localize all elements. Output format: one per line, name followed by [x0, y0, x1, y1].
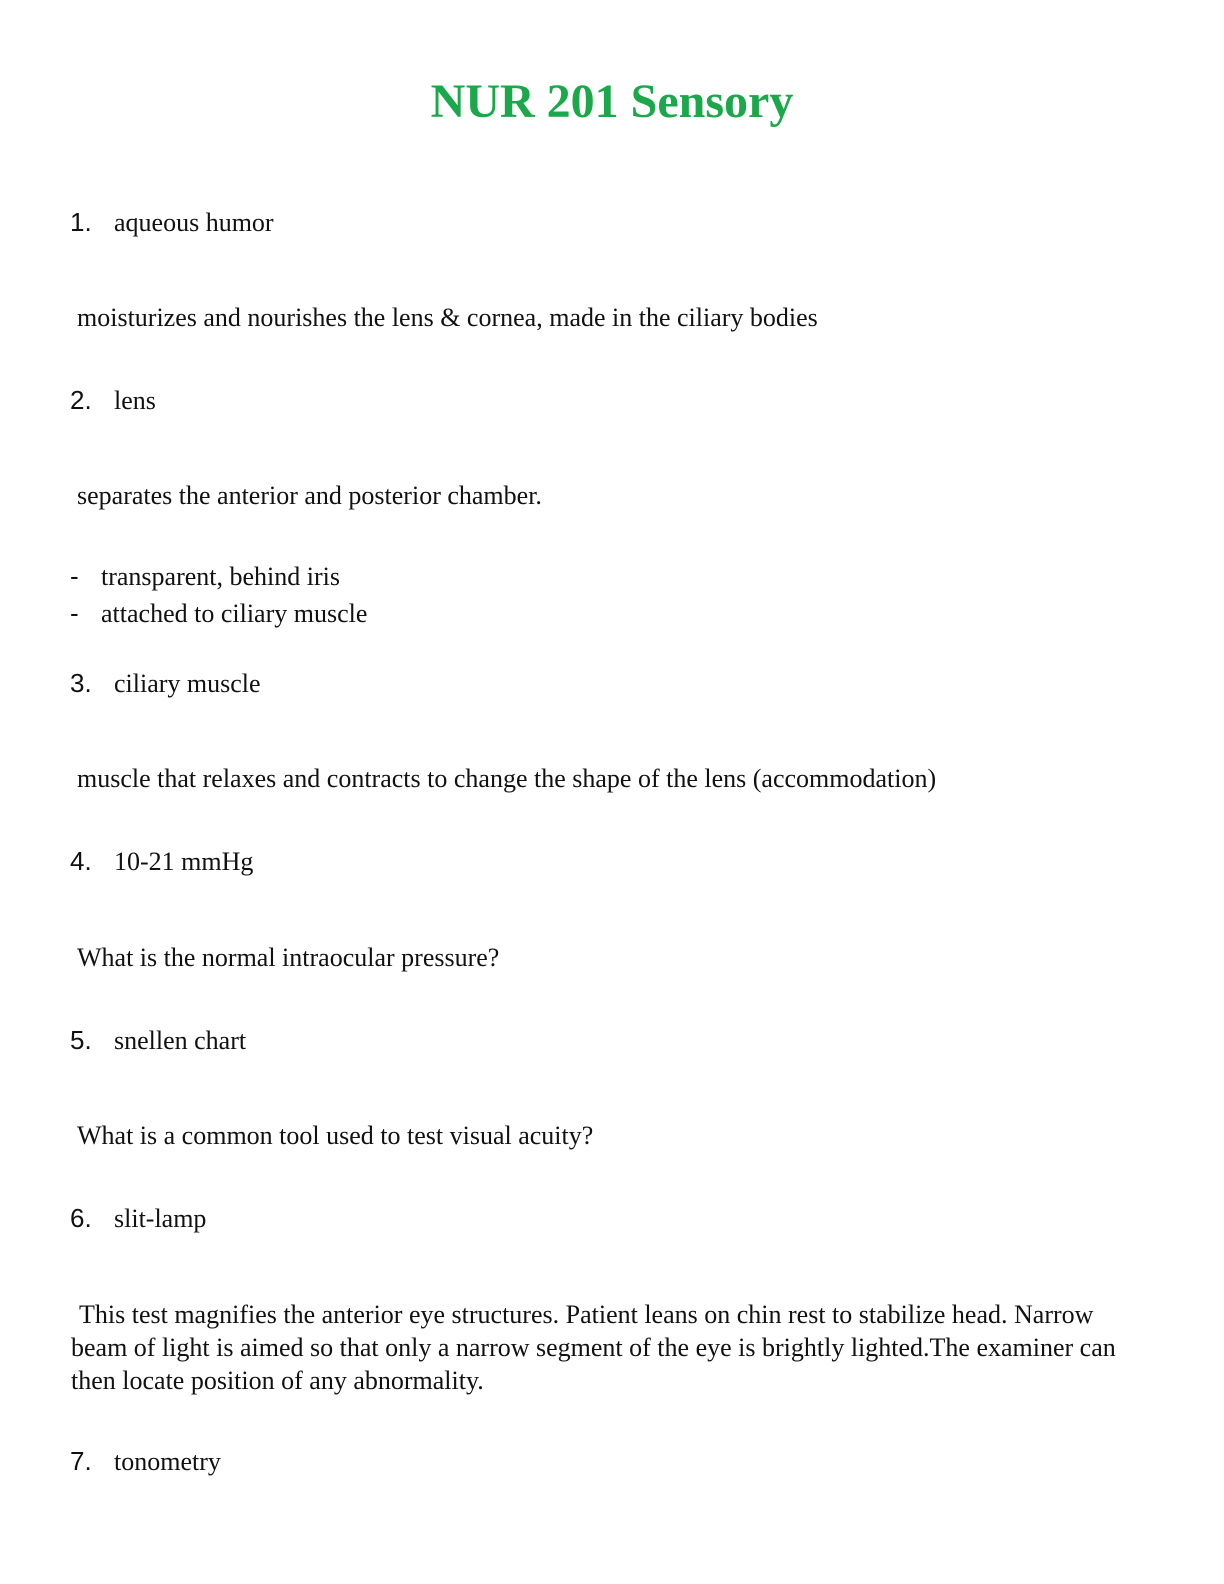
term-text: aqueous humor [114, 208, 274, 237]
definition-3: muscle that relaxes and contracts to change the shape of the lens (accommodation) [77, 764, 937, 793]
term-item-7 [70, 1445, 221, 1478]
term-item-2 [70, 384, 156, 417]
dash-marker: - [70, 598, 79, 628]
definition-2-bullets [70, 558, 367, 632]
term-text: lens [114, 386, 156, 415]
term-text: slit-lamp [114, 1204, 207, 1233]
term-text: 10-21 mmHg [114, 847, 254, 876]
term-number: 6. [70, 1203, 92, 1233]
page-title: NUR 201 Sensory [430, 75, 794, 128]
term-number: 7. [70, 1446, 92, 1476]
bullet-item [70, 558, 367, 595]
bullet-text: attached to ciliary muscle [101, 599, 368, 628]
bullet-text: transparent, behind iris [101, 562, 340, 591]
term-text: tonometry [114, 1447, 221, 1476]
term-number: 2. [70, 385, 92, 415]
definition-2: separates the anterior and posterior chamber. [77, 481, 542, 510]
term-number: 3. [70, 668, 92, 698]
definition-6 [71, 1298, 1151, 1397]
dash-marker: - [70, 561, 79, 591]
term-number: 1. [70, 207, 92, 237]
definition-4: What is the normal intraocular pressure? [77, 943, 500, 972]
term-text: ciliary muscle [114, 669, 261, 698]
definition-6-text: This test magnifies the anterior eye structures. Patient leans on chin rest to stabilize head. Narrow beam of light is aimed so that only a narrow segment of the eye is brightly lighted.The examiner can then locate position of any abnormality. [71, 1300, 1116, 1395]
term-item-3 [70, 667, 261, 700]
term-item-6 [70, 1202, 206, 1235]
definition-5: What is a common tool used to test visual acuity? [77, 1121, 594, 1150]
definition-1: moisturizes and nourishes the lens & cornea, made in the ciliary bodies [77, 303, 818, 332]
term-item-4 [70, 845, 253, 878]
term-item-1 [70, 206, 274, 239]
bullet-item [70, 595, 367, 632]
term-number: 4. [70, 846, 92, 876]
term-item-5 [70, 1024, 246, 1057]
term-text: snellen chart [114, 1026, 247, 1055]
term-number: 5. [70, 1025, 92, 1055]
